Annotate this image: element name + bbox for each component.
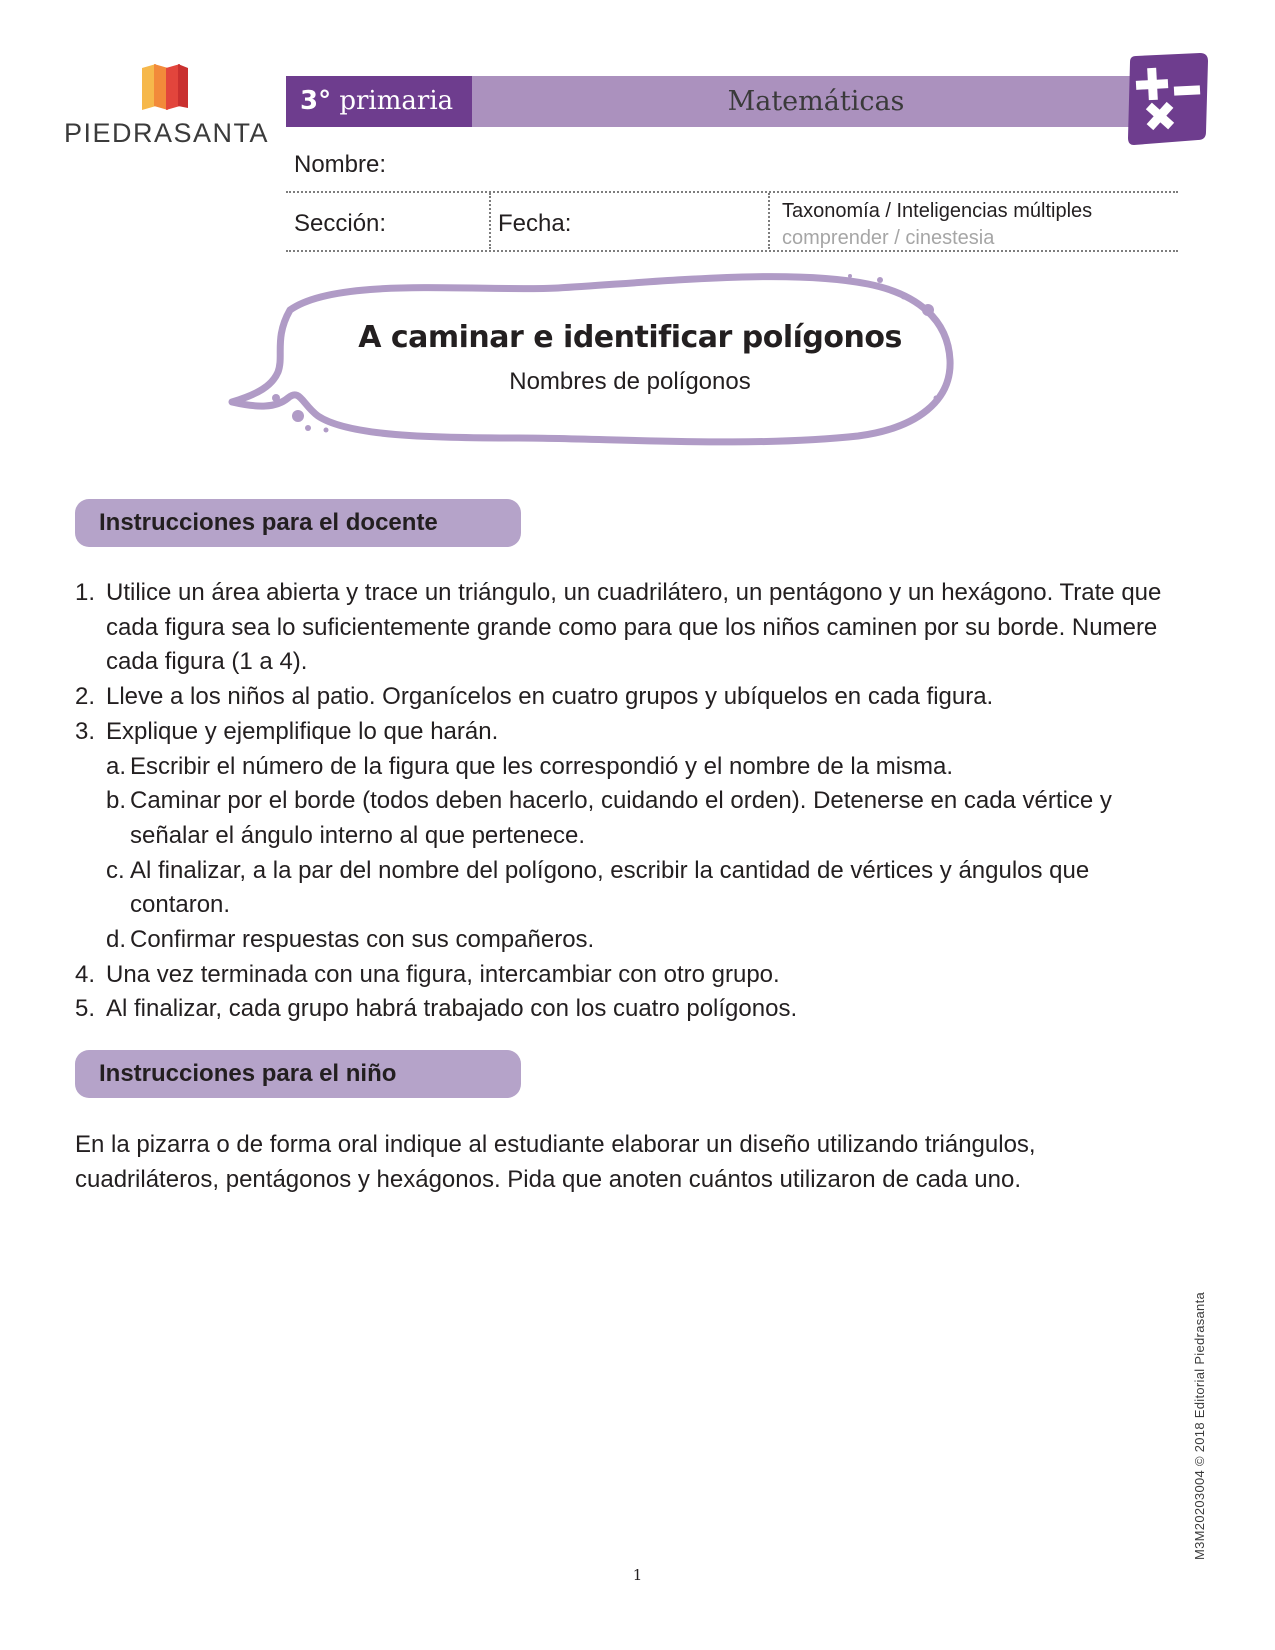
grade-number: 3° — [300, 86, 332, 116]
grade-level: primaria — [339, 86, 454, 116]
sub-item-letter: a. — [106, 752, 127, 780]
teacher-instructions-heading: Instrucciones para el docente — [75, 499, 521, 547]
list-item-number: 4. — [75, 960, 96, 988]
name-line — [286, 191, 1178, 193]
title-speech-bubble — [228, 268, 988, 458]
brand-name: PIEDRASANTA — [64, 118, 270, 148]
taxonomy-block — [782, 198, 1092, 252]
list-item — [75, 576, 1175, 680]
list-item-number: 5. — [75, 995, 96, 1023]
list-item-text: Utilice un área abierta y trace un triángulo, un cuadrilátero, un pentágono y un hexágono. Trate que cada figura sea lo suficientemente grande como para que los niños caminen por su borde. Numere cada figura (1 a 4). — [106, 579, 1162, 676]
document-code: M3M20203004 © 2018 Editorial Piedrasanta — [1192, 1291, 1207, 1560]
sub-item-text: Escribir el número de la figura que les correspondió y el nombre de la misma. — [130, 752, 954, 780]
sub-item-text: Caminar por el borde (todos deben hacerlo, cuidando el orden). Detenerse en cada vértice y señalar el ángulo interno al que pertenece. — [130, 787, 1112, 849]
sub-item-letter: d. — [106, 926, 127, 954]
list-item — [75, 992, 1175, 1027]
grade-label — [286, 76, 472, 127]
section-line — [286, 250, 1178, 252]
list-item — [75, 715, 1175, 750]
list-item-text: Una vez terminada con una figura, intercambiar con otro grupo. — [106, 960, 780, 988]
child-instructions-text — [75, 1128, 1145, 1197]
activity-title: A caminar e identificar polígonos — [358, 320, 902, 355]
child-instructions-heading: Instrucciones para el niño — [75, 1050, 521, 1098]
section-label: Sección: — [294, 210, 387, 237]
list-item-text: Al finalizar, cada grupo habrá trabajado con los cuatro polígonos. — [106, 995, 798, 1023]
list-item-text: Explique y ejemplifique lo que harán. — [106, 717, 499, 745]
plus-minus-times-icon — [1122, 52, 1212, 147]
brand-logo — [64, 60, 270, 150]
name-label: Nombre: — [294, 151, 387, 178]
sub-item-text: Confirmar respuestas con sus compañeros. — [130, 926, 595, 954]
book-logo-icon — [140, 62, 190, 112]
sub-list-item — [75, 854, 1175, 923]
sub-list-item — [75, 784, 1175, 853]
child-instructions-paragraph: En la pizarra o de forma oral indique al estudiante elaborar un diseño utilizando triángulos, cuadriláteros, pentágonos y hexágonos. Pida que anoten cuántos utilizaron de cada uno. — [75, 1131, 1036, 1193]
sub-list-item — [75, 750, 1175, 785]
sub-item-letter: c. — [106, 856, 125, 884]
sub-list-item — [75, 923, 1175, 958]
field-divider — [768, 193, 770, 249]
list-item-number: 1. — [75, 579, 96, 606]
list-item-text: Lleve a los niños al patio. Organícelos en cuatro grupos y ubíquelos en cada figura. — [106, 683, 994, 711]
list-item — [75, 680, 1175, 715]
field-divider — [489, 193, 491, 249]
sub-item-letter: b. — [106, 787, 127, 815]
list-item — [75, 958, 1175, 993]
teacher-instructions-list — [75, 576, 1175, 1027]
page-number: 1 — [632, 1566, 643, 1584]
date-label: Fecha: — [498, 210, 572, 237]
taxonomy-label: Taxonomía / Inteligencias múltiples — [782, 200, 1093, 222]
list-item-number: 2. — [75, 683, 96, 711]
subject-title: Matemáticas — [727, 86, 905, 117]
taxonomy-value: comprender / cinestesia — [782, 227, 995, 249]
activity-subtitle: Nombres de polígonos — [509, 368, 751, 395]
list-item-number: 3. — [75, 717, 96, 745]
sub-item-text: Al finalizar, a la par del nombre del polígono, escribir la cantidad de vértices y ángulos que contaron. — [130, 856, 1090, 919]
